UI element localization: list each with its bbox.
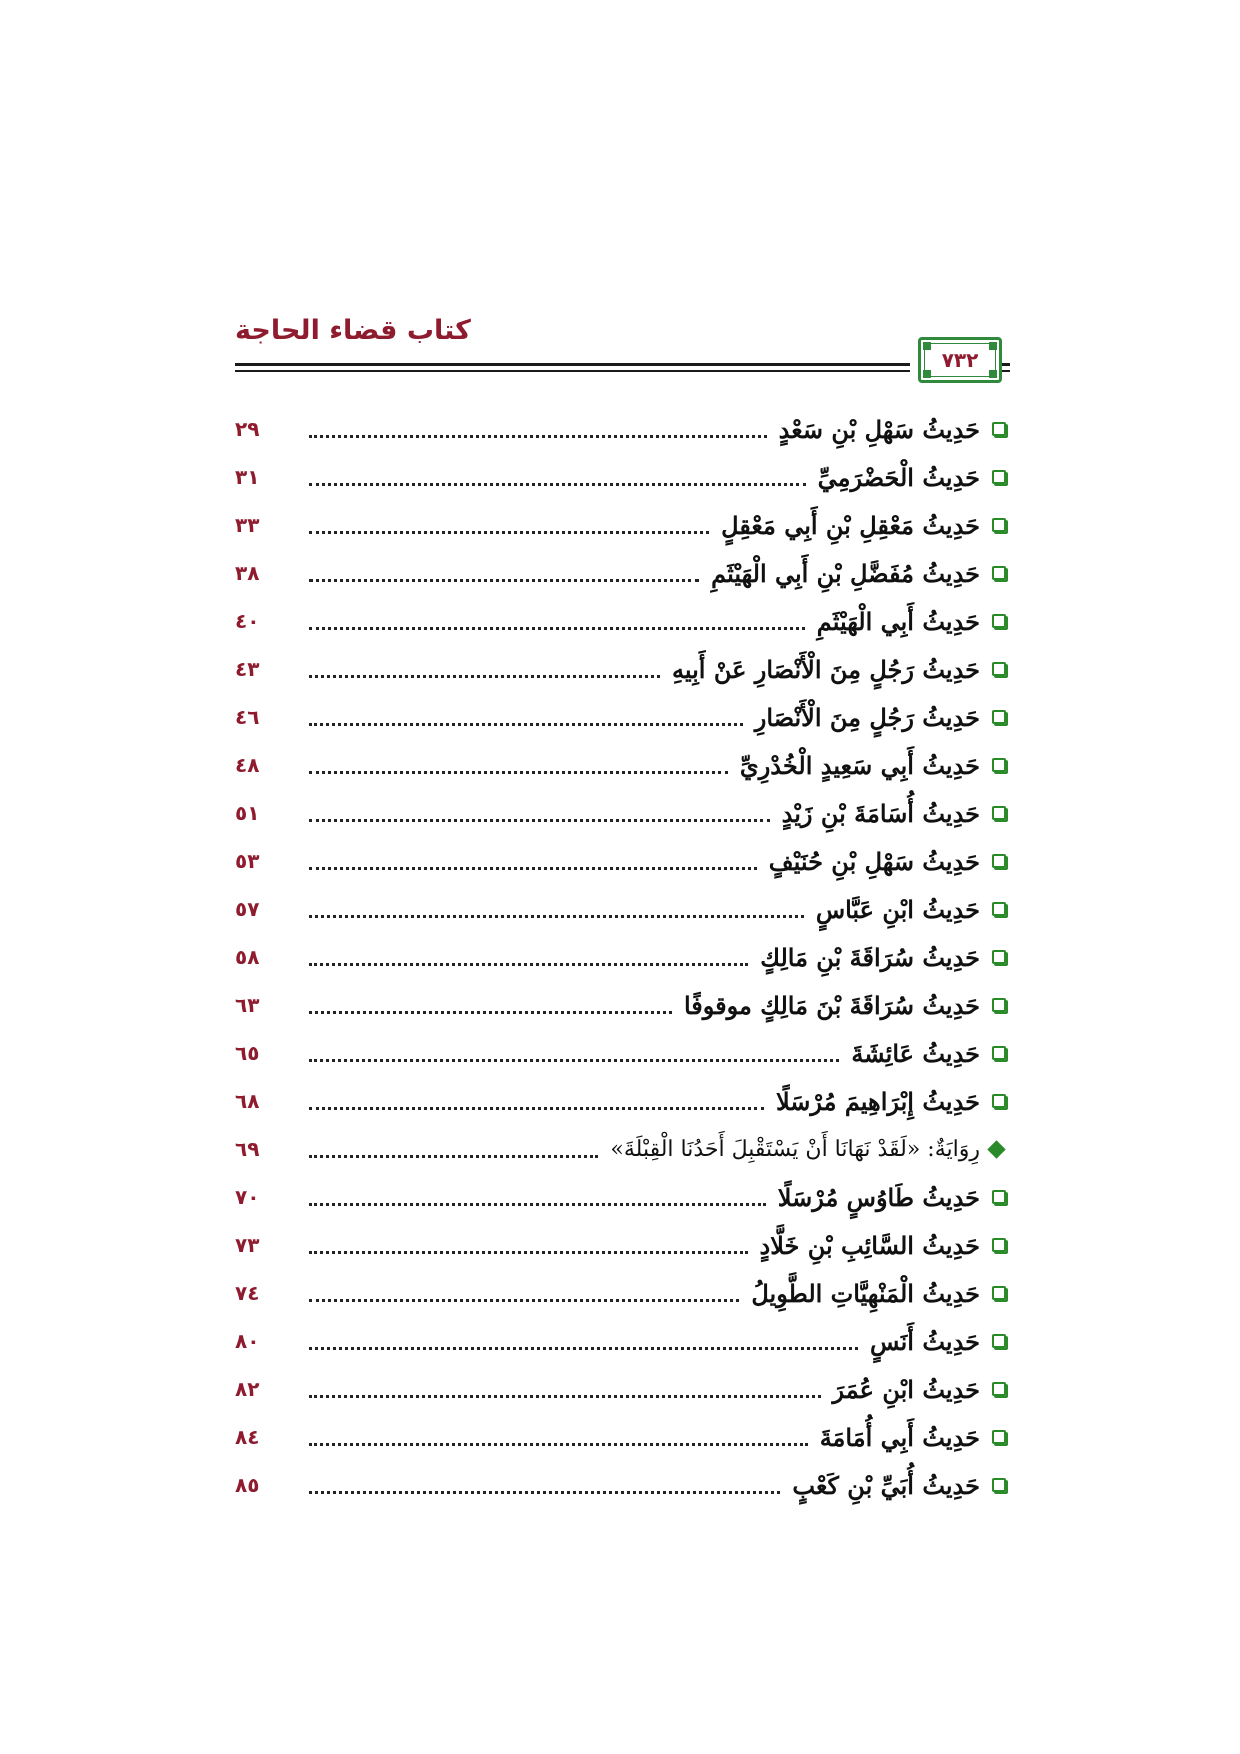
toc-entry[interactable] xyxy=(235,645,1010,693)
toc-entry-title: حَدِيثُ سَهْلِ بْنِ حُنَيْفٍ xyxy=(768,846,980,876)
toc-entry-title: حَدِيثُ أَبِي أُمَامَةَ xyxy=(819,1422,980,1452)
toc-entry[interactable] xyxy=(235,1221,1010,1269)
toc-entry-page: ٣٨ xyxy=(235,561,260,585)
checkbox-icon xyxy=(988,1238,1010,1252)
toc-entry-page: ٨٠ xyxy=(235,1329,260,1353)
toc-entry-page: ٥٨ xyxy=(235,945,260,969)
checkbox-icon xyxy=(988,1190,1010,1204)
toc-entry-page: ٧٠ xyxy=(235,1185,260,1209)
toc-entry[interactable] xyxy=(235,789,1010,837)
toc-entry-title: حَدِيثُ الْمَنْهِيَّاتِ الطَّوِيلُ xyxy=(751,1278,980,1308)
toc-entry[interactable] xyxy=(235,1365,1010,1413)
toc-entry-title: حَدِيثُ ابْنِ عُمَرَ xyxy=(832,1374,980,1404)
toc-entry-title: رِوَايَةٌ: «لَقَدْ نَهَانَا أَنْ يَسْتَقْبِلَ أَحَدُنَا الْقِبْلَةَ» xyxy=(610,1136,980,1162)
toc-entry-page: ٦٣ xyxy=(235,993,260,1017)
dot-leader xyxy=(309,1395,821,1398)
page-header xyxy=(235,315,1010,395)
checkbox-icon-shape xyxy=(992,710,1006,724)
toc-entry-title: حَدِيثُ عَائِشَةَ xyxy=(851,1038,980,1068)
toc-entry[interactable] xyxy=(235,741,1010,789)
dot-leader xyxy=(309,1155,598,1158)
dot-leader xyxy=(309,867,757,870)
toc-entry-page: ٨٢ xyxy=(235,1377,260,1401)
checkbox-icon xyxy=(988,566,1010,580)
toc-entry[interactable] xyxy=(235,1029,1010,1077)
toc-entry-title: حَدِيثُ أُبَيِّ بْنِ كَعْبٍ xyxy=(792,1470,980,1500)
toc-entry-title: حَدِيثُ أُسَامَةَ بْنِ زَيْدٍ xyxy=(781,798,980,828)
toc-entry-title: حَدِيثُ سَهْلِ بْنِ سَعْدٍ xyxy=(778,414,980,444)
toc-entry[interactable] xyxy=(235,837,1010,885)
toc-entry-title: حَدِيثُ إِبْرَاهِيمَ مُرْسَلًا xyxy=(775,1086,980,1116)
dot-leader xyxy=(309,483,806,486)
header-rule-thin xyxy=(235,370,910,372)
checkbox-icon-shape xyxy=(992,854,1006,868)
checkbox-icon-shape xyxy=(992,470,1006,484)
toc-entry[interactable] xyxy=(235,933,1010,981)
dot-leader xyxy=(309,819,770,822)
toc-entry-title: حَدِيثُ رَجُلٍ مِنَ الْأَنْصَارِ xyxy=(754,702,980,732)
checkbox-icon xyxy=(988,710,1010,724)
book-title: كتاب قضاء الحاجة xyxy=(235,315,471,346)
toc-entry-page: ٤٦ xyxy=(235,705,260,729)
checkbox-icon-shape xyxy=(992,1334,1006,1348)
toc-entry[interactable] xyxy=(235,693,1010,741)
checkbox-icon-shape xyxy=(992,518,1006,532)
toc-entry-title: حَدِيثُ سُرَاقَةَ بْنَ مَالِكٍ موقوفًا xyxy=(683,990,980,1020)
toc-entry[interactable] xyxy=(235,1125,1010,1173)
page-number-badge xyxy=(918,337,1002,383)
checkbox-icon xyxy=(988,614,1010,628)
dot-leader xyxy=(309,579,699,582)
dot-leader xyxy=(309,915,804,918)
toc-entry[interactable] xyxy=(235,1413,1010,1461)
toc-entry-page: ٤٣ xyxy=(235,657,260,681)
checkbox-icon-shape xyxy=(992,1478,1006,1492)
checkbox-icon-shape xyxy=(992,1430,1006,1444)
checkbox-icon xyxy=(988,1430,1010,1444)
toc-entry-title: حَدِيثُ مَعْقِلِ بْنِ أَبِي مَعْقِلٍ xyxy=(721,510,980,540)
toc-entry-title: حَدِيثُ أَبِي الْهَيْثَمِ xyxy=(816,606,980,636)
toc-entry-page: ٢٩ xyxy=(235,417,260,441)
checkbox-icon-shape xyxy=(992,422,1006,436)
checkbox-icon-shape xyxy=(992,662,1006,676)
toc-entry-title: حَدِيثُ سُرَاقَةَ بْنِ مَالِكٍ xyxy=(760,942,980,972)
checkbox-icon-shape xyxy=(992,1382,1006,1396)
checkbox-icon-shape xyxy=(992,902,1006,916)
checkbox-icon-shape xyxy=(992,1190,1006,1204)
checkbox-icon xyxy=(988,422,1010,436)
toc-entry[interactable] xyxy=(235,1461,1010,1509)
checkbox-icon xyxy=(988,1382,1010,1396)
toc-entry[interactable] xyxy=(235,981,1010,1029)
toc-entry-title: حَدِيثُ أَنَسٍ xyxy=(870,1326,980,1356)
header-rule-thick xyxy=(235,363,910,366)
checkbox-icon xyxy=(988,662,1010,676)
checkbox-icon xyxy=(988,902,1010,916)
toc-entry-title: حَدِيثُ رَجُلٍ مِنَ الْأَنْصَارِ عَنْ أَبِيهِ xyxy=(672,654,980,684)
dot-leader xyxy=(309,435,767,438)
dot-leader xyxy=(309,531,709,534)
table-of-contents xyxy=(235,405,1010,1509)
ornament-corner xyxy=(923,370,931,378)
checkbox-icon xyxy=(988,1334,1010,1348)
checkbox-icon-shape xyxy=(992,614,1006,628)
checkbox-icon-shape xyxy=(992,566,1006,580)
checkbox-icon-shape xyxy=(992,1046,1006,1060)
checkbox-icon xyxy=(988,854,1010,868)
dot-leader xyxy=(309,1203,766,1206)
checkbox-icon-shape xyxy=(992,758,1006,772)
toc-entry[interactable] xyxy=(235,549,1010,597)
toc-entry[interactable] xyxy=(235,405,1010,453)
checkbox-icon xyxy=(988,1094,1010,1108)
toc-entry-title: حَدِيثُ الْحَضْرَمِيِّ xyxy=(817,462,980,492)
checkbox-icon xyxy=(988,1478,1010,1492)
dot-leader xyxy=(309,963,748,966)
toc-entry-page: ٣٣ xyxy=(235,513,260,537)
checkbox-icon xyxy=(988,950,1010,964)
toc-entry[interactable] xyxy=(235,1317,1010,1365)
ornament-corner xyxy=(923,342,931,350)
checkbox-icon-shape xyxy=(992,950,1006,964)
toc-entry[interactable] xyxy=(235,1077,1010,1125)
checkbox-icon xyxy=(988,806,1010,820)
header-rule-right-1 xyxy=(1002,363,1010,366)
checkbox-icon xyxy=(988,470,1010,484)
dot-leader xyxy=(309,627,805,630)
toc-entry-page: ٤٨ xyxy=(235,753,260,777)
toc-entry-page: ٨٥ xyxy=(235,1473,260,1497)
toc-entry[interactable] xyxy=(235,1173,1010,1221)
toc-entry-page: ٧٤ xyxy=(235,1281,260,1305)
toc-entry-page: ٥١ xyxy=(235,801,260,825)
ornament-corner xyxy=(989,342,997,350)
header-rule-right-2 xyxy=(1002,370,1010,372)
checkbox-icon xyxy=(988,758,1010,772)
dot-leader xyxy=(309,1299,739,1302)
page-number: ٧٣٢ xyxy=(941,348,979,372)
toc-entry-page: ٣١ xyxy=(235,465,260,489)
toc-entry-title: حَدِيثُ السَّائِبِ بْنِ خَلَّادٍ xyxy=(759,1230,980,1260)
checkbox-icon xyxy=(988,998,1010,1012)
toc-entry-page: ٦٨ xyxy=(235,1089,260,1113)
toc-entry-title: حَدِيثُ أَبِي سَعِيدٍ الْخُدْرِيِّ xyxy=(739,750,980,780)
toc-entry[interactable] xyxy=(235,597,1010,645)
dot-leader xyxy=(309,723,743,726)
toc-entry-page: ٥٧ xyxy=(235,897,260,921)
toc-entry-title: حَدِيثُ مُفَضَّلِ بْنِ أَبِي الْهَيْثَمِ xyxy=(711,558,980,588)
toc-entry[interactable] xyxy=(235,501,1010,549)
dot-leader xyxy=(309,1011,672,1014)
dot-leader xyxy=(309,1251,748,1254)
dot-leader xyxy=(309,1443,808,1446)
checkbox-icon-shape xyxy=(992,1094,1006,1108)
dot-leader xyxy=(309,675,660,678)
toc-entry-title: حَدِيثُ طَاوُسٍ مُرْسَلًا xyxy=(777,1182,980,1212)
checkbox-icon-shape xyxy=(992,806,1006,820)
toc-entry[interactable] xyxy=(235,453,1010,501)
toc-entry-page: ٧٣ xyxy=(235,1233,260,1257)
ornament-corner xyxy=(989,370,997,378)
checkbox-icon xyxy=(988,518,1010,532)
toc-entry-page: ٨٤ xyxy=(235,1425,260,1449)
toc-entry-title: حَدِيثُ ابْنِ عَبَّاسٍ xyxy=(815,894,980,924)
dot-leader xyxy=(309,771,728,774)
checkbox-icon-shape xyxy=(992,998,1006,1012)
diamond-icon-shape xyxy=(987,1140,1005,1158)
toc-entry-page: ٤٠ xyxy=(235,609,260,633)
toc-entry-page: ٦٩ xyxy=(235,1137,260,1161)
toc-entry-page: ٥٣ xyxy=(235,849,260,873)
checkbox-icon-shape xyxy=(992,1238,1006,1252)
checkbox-icon-shape xyxy=(992,1286,1006,1300)
dot-leader xyxy=(309,1059,839,1062)
toc-entry-page: ٦٥ xyxy=(235,1041,260,1065)
dot-leader xyxy=(309,1107,764,1110)
checkbox-icon xyxy=(988,1286,1010,1300)
dot-leader xyxy=(309,1491,780,1494)
dot-leader xyxy=(309,1347,858,1350)
checkbox-icon xyxy=(988,1046,1010,1060)
toc-entry[interactable] xyxy=(235,1269,1010,1317)
diamond-icon xyxy=(988,1143,1010,1156)
toc-entry[interactable] xyxy=(235,885,1010,933)
